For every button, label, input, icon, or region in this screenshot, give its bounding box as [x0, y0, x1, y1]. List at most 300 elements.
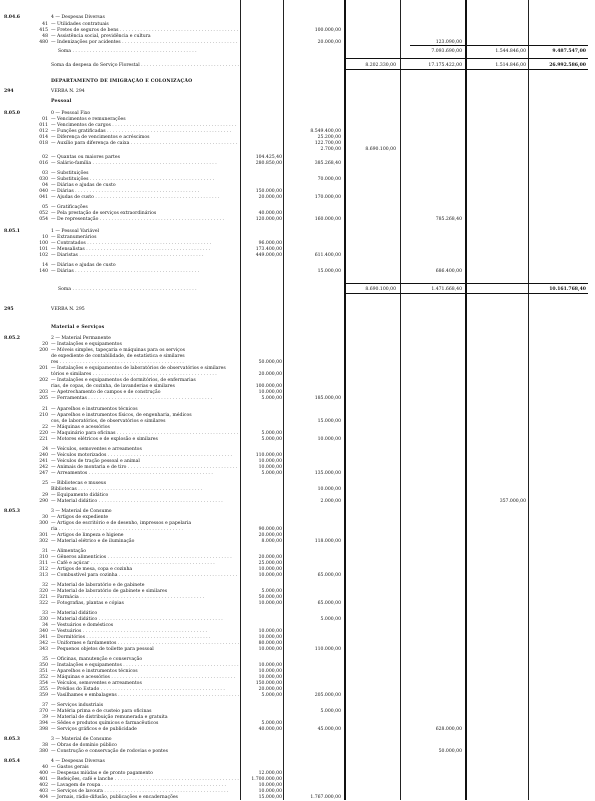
amount-col-1: 10.000,00: [258, 601, 282, 606]
ledger-row: [0, 160, 595, 167]
item-description: — Veículos motorizados . . .: [51, 452, 239, 459]
amount-col-1: 8.000,00: [261, 539, 282, 544]
amount-col-1: 10.000,00: [258, 789, 282, 794]
amount-col-1: 10.000,00: [258, 669, 282, 674]
item-description: — Mensalistas . . .: [51, 246, 239, 253]
amount-col-2: 160.000,00: [314, 217, 341, 222]
item-code: 41: [42, 22, 48, 27]
item-code: 342: [39, 641, 48, 646]
ledger-row: [0, 146, 595, 153]
amount-col-2: 110.000,00: [314, 647, 341, 652]
item-description: de expediente de contabilidade, de estatística e similares: [51, 354, 185, 359]
amount-col-2: 135.000,00: [314, 471, 341, 476]
item-description: rias, de copas, de cozinha, de lavanderias e similares: [51, 384, 175, 389]
amount-col-1: 20.000,00: [258, 555, 282, 560]
item-description: — Equipamento didático: [51, 493, 109, 498]
amount-col-1: 100.000,00: [255, 384, 282, 389]
item-description: — Despesas miúdas e de pronto pagamento: [51, 771, 153, 776]
amount-col-1: 10.000,00: [258, 663, 282, 668]
item-description: — De representação . . .: [51, 216, 239, 223]
item-code: 016: [39, 161, 48, 166]
amount-col-1: 104.425,40: [255, 155, 282, 160]
amount-col-1: 449.000,00: [255, 253, 282, 258]
item-description: — Fotografias, plantas e cópias: [51, 601, 124, 606]
item-code: 21: [42, 407, 48, 412]
item-description: — Indenizações por acidentes . . .: [51, 39, 239, 46]
ledger-row: [0, 98, 595, 105]
amount-col-2: 1.767.000,00: [310, 795, 341, 800]
amount-col-2: 8.549.400,00: [310, 129, 341, 134]
item-description: — Pela prestação de serviços extraordinários: [51, 211, 157, 216]
amount-col-1: 10.000,00: [258, 465, 282, 470]
amount-col-1: 10.000,00: [258, 573, 282, 578]
item-code: 220: [39, 431, 48, 436]
amount-col-2: 5.000,00: [320, 617, 341, 622]
item-description: — Material de laboratório e de gabinete: [51, 583, 145, 588]
section-number: 294: [4, 89, 14, 94]
item-code: 20: [42, 342, 48, 347]
amount-col-2: 65.000,00: [317, 573, 341, 578]
item-description: 3 — Material de Consumo: [51, 737, 112, 742]
item-description: — Diárias e ajudas de custo: [51, 263, 116, 268]
item-description: Soma . . .: [58, 286, 246, 293]
item-code: 404: [39, 795, 48, 800]
item-description: — Aparelhos e instrumentos físicos, de engenharia, médicos: [51, 413, 192, 418]
item-code: 400: [39, 771, 48, 776]
item-code: 052: [39, 211, 48, 216]
item-description: — Bibliotecas e museus: [51, 481, 107, 486]
item-description: — Ajudas de custo . . .: [51, 194, 239, 201]
amount-col-4: 686.400,00: [435, 269, 462, 274]
item-description: — Material didático . . .: [51, 616, 239, 623]
amount-col-1: 96.000,00: [258, 241, 282, 246]
ledger-row: [0, 572, 595, 579]
item-code: 311: [39, 561, 48, 566]
amount-col-1: 10.000,00: [258, 459, 282, 464]
item-code: 31: [42, 549, 48, 554]
item-description: — Serviços de lavoura . . .: [51, 788, 239, 795]
ledger-row: [0, 748, 595, 755]
item-description: — Farmácia . . .: [51, 594, 239, 601]
amount-col-2: 5.000,00: [320, 709, 341, 714]
item-description: — Serviços gráficos e de publicidade: [51, 727, 137, 732]
item-description: — Dormitórios . . .: [51, 634, 239, 641]
item-description: — Artigos de expediente: [51, 515, 109, 520]
item-code: 313: [39, 573, 48, 578]
item-description: — Máquinas e acessórios . . .: [51, 674, 239, 681]
item-code: 241: [39, 459, 48, 464]
item-description: — Serviços industriais: [51, 703, 104, 708]
item-description: — Material de distribuição remunerada e gratuita: [51, 715, 168, 720]
item-code: 14: [42, 263, 48, 268]
item-code: 310: [39, 555, 48, 560]
item-code: 210: [39, 413, 48, 418]
section-number: 8.05.3: [4, 509, 20, 514]
item-description: — Salário-família . . .: [51, 160, 239, 167]
item-description: Soma da despesa do Serviço Florestal . . .: [51, 62, 239, 69]
amount-col-2: 10.000,00: [317, 437, 341, 442]
item-description: — Motores elétricos e de explosão e similares: [51, 437, 158, 442]
item-description: — Máquinas e acessórios: [51, 425, 110, 430]
amount-col-1: 12.000,00: [258, 771, 282, 776]
item-description: — Vestuários . . .: [51, 628, 239, 635]
item-code: 343: [39, 647, 48, 652]
item-description: — Diaristas . . .: [51, 252, 239, 259]
amount-col-2: 15.000,00: [317, 419, 341, 424]
item-description: — Substituições: [51, 171, 89, 176]
item-description: — Funções gratificadas . . .: [51, 128, 239, 135]
item-description: — Instalações e equipamentos de laboratórios de observatórios e similares: [51, 366, 226, 371]
amount-col-1: 5.000,00: [261, 437, 282, 442]
amount-col-1: 20.000,00: [258, 533, 282, 538]
amount-col-6: 9.487.547,00: [552, 49, 586, 54]
item-description: cos, de laboratórios, de observatórios e similares: [51, 419, 166, 424]
item-code: 242: [39, 465, 48, 470]
item-description: — Aparelhos e instrumentos técnicos: [51, 669, 138, 674]
item-description: — Animais de montaria e de tiro . . .: [51, 464, 239, 471]
item-description: — Apetrechamento de campos e de construção: [51, 390, 161, 395]
item-code: 011: [39, 123, 48, 128]
amount-col-2: 25.200,00: [317, 135, 341, 140]
amount-col-1: 5.000,00: [261, 589, 282, 594]
amount-col-1: 90.000,00: [258, 527, 282, 532]
item-description: — Pequenos objetos de toilette para pessoal: [51, 647, 154, 652]
item-description: ria . . .: [51, 526, 239, 533]
item-code: 352: [39, 675, 48, 680]
ledger-row: [0, 88, 595, 95]
item-description: — Material didático . . .: [51, 498, 239, 505]
item-code: 012: [39, 129, 48, 134]
item-code: 415: [39, 28, 48, 33]
item-code: 202: [39, 378, 48, 383]
item-description: — Construção e conservação de rodovias e pontes: [51, 749, 168, 754]
item-code: 341: [39, 635, 48, 640]
amount-col-1: 20.000,00: [258, 687, 282, 692]
item-description: — Artigos de limpeza e higiene: [51, 533, 124, 538]
amount-col-4: 1.471.668,40: [431, 287, 462, 292]
ledger-row: [0, 268, 595, 275]
item-code: 240: [39, 453, 48, 458]
item-code: 041: [39, 195, 48, 200]
item-description: — Oficinas, manutenção e conservação: [51, 657, 143, 662]
item-description: — Diárias e ajudas de custo: [51, 183, 116, 188]
item-description: 4 — Despesas Diversas: [51, 15, 105, 20]
item-description: — Prédios do Estado . . .: [51, 686, 239, 693]
item-code: 205: [39, 396, 48, 401]
item-description: — Material elétrico e de iluminação: [51, 539, 135, 544]
item-description: VERBA N. 295: [51, 307, 85, 312]
item-description: 2 — Material Permanente: [51, 336, 111, 341]
item-code: 38: [42, 743, 48, 748]
amount-col-6: 10.161.768,40: [549, 287, 586, 292]
item-code: 040: [39, 189, 48, 194]
item-description: — Lavagem de roupa . . .: [51, 782, 239, 789]
item-code: 354: [39, 681, 48, 686]
item-description: — Ferramentas . . .: [51, 395, 239, 402]
amount-col-4: 17.175.422,00: [428, 63, 462, 68]
amount-col-1: 5.000,00: [261, 431, 282, 436]
ledger-row: [0, 324, 595, 331]
amount-col-1: 20.000,00: [258, 372, 282, 377]
amount-col-4: 7.093.690,00: [431, 49, 462, 54]
item-code: 101: [39, 247, 48, 252]
item-code: 403: [39, 789, 48, 794]
section-number: 295: [4, 307, 14, 312]
amount-col-5: 1.544.846,00: [495, 49, 526, 54]
item-code: 102: [39, 253, 48, 258]
item-description: — Auxílio para diferença de caixa . . .: [51, 140, 239, 147]
ledger-row: [0, 286, 595, 293]
amount-col-2: 2.000,00: [320, 499, 341, 504]
item-description: Material e Serviços: [51, 325, 105, 330]
item-description: — Assistência social, previdência e cultura: [51, 34, 151, 39]
sum-rule: [345, 283, 588, 284]
item-code: 01: [42, 117, 48, 122]
item-code: 247: [39, 471, 48, 476]
ledger-row: [0, 39, 595, 46]
item-code: 40: [42, 765, 48, 770]
item-description: — Material didático: [51, 611, 98, 616]
amount-col-1: 10.000,00: [258, 783, 282, 788]
sum-rule: [345, 58, 588, 59]
item-description: — Café e açúcar . . .: [51, 560, 239, 567]
item-code: 330: [39, 617, 48, 622]
item-description: — Jornais, rádio-difusão, publicações e encadernações: [51, 795, 178, 800]
amount-col-1: 10.000,00: [258, 647, 282, 652]
item-description: — Maquinário para oficinas . . .: [51, 430, 239, 437]
item-description: — Vestuários e domésticos: [51, 623, 114, 628]
ledger-row: [0, 470, 595, 477]
item-code: 22: [42, 425, 48, 430]
amount-col-1: 10.000,00: [258, 629, 282, 634]
item-description: — Fretes de seguros de bens . . .: [51, 27, 239, 34]
item-code: 04: [42, 183, 48, 188]
amount-col-1: 10.000,00: [258, 567, 282, 572]
amount-col-1: 150.000,00: [255, 681, 282, 686]
item-description: — Vasilhames e embalagens . . .: [51, 692, 239, 699]
amount-col-1: 40.000,00: [258, 727, 282, 732]
amount-col-2: 118.000,00: [314, 539, 341, 544]
sum-rule: [345, 69, 588, 70]
item-code: 054: [39, 217, 48, 222]
amount-col-5: 1.514.846,00: [495, 63, 526, 68]
item-code: 350: [39, 663, 48, 668]
amount-col-2: 385.268,40: [314, 161, 341, 166]
item-description: — Arreamentos . . .: [51, 470, 239, 477]
amount-col-2: 15.000,00: [317, 269, 341, 274]
item-code: 203: [39, 390, 48, 395]
amount-col-1: 10.000,00: [258, 390, 282, 395]
item-code: 322: [39, 601, 48, 606]
amount-col-1: 15.000,00: [258, 795, 282, 800]
item-description: — Móveis simples, tapeçaria e máquinas para os serviços: [51, 348, 185, 353]
amount-col-1: 80.000,00: [258, 641, 282, 646]
item-code: 33: [42, 611, 48, 616]
amount-col-1: 173.400,00: [255, 247, 282, 252]
item-code: 30: [42, 515, 48, 520]
item-code: 201: [39, 366, 48, 371]
item-description: Pessoal: [51, 99, 72, 104]
item-code: 29: [42, 493, 48, 498]
item-description: — Diferença de vencimentos e acréscimos: [51, 135, 150, 140]
amount-col-6: 26.992.586,00: [549, 63, 586, 68]
amount-col-1: 280.850,00: [255, 161, 282, 166]
section-number: 8.04.6: [4, 15, 20, 20]
item-description: — Substituições . . .: [51, 176, 239, 183]
amount-col-3: 8.690.100,00: [365, 287, 396, 292]
item-description: Bibliotecas . . .: [51, 486, 239, 493]
amount-col-1: 150.000,00: [255, 189, 282, 194]
item-code: 32: [42, 583, 48, 588]
item-description: VERBA N. 294: [51, 89, 85, 94]
amount-col-2: 611.400,00: [314, 253, 341, 258]
amount-col-4: 50.000,00: [438, 749, 462, 754]
section-number: 8.05.3: [4, 737, 20, 742]
item-code: 301: [39, 533, 48, 538]
item-code: 480: [39, 40, 48, 45]
item-code: 312: [39, 567, 48, 572]
item-code: 03: [42, 171, 48, 176]
item-description: — Artigos de escritório e de desenho, impressos e papelaria: [51, 521, 192, 526]
ledger-row: [0, 216, 595, 223]
amount-col-2: 170.000,00: [314, 195, 341, 200]
amount-col-2: 70.000,00: [317, 177, 341, 182]
item-code: 340: [39, 629, 48, 634]
sum-rule: [345, 293, 588, 294]
item-code: 370: [39, 709, 48, 714]
amount-col-1: 25.000,00: [258, 561, 282, 566]
item-code: 320: [39, 589, 48, 594]
item-description: — Vencimentos de cargos . . .: [51, 122, 239, 129]
item-code: 05: [42, 205, 48, 210]
item-description: 3 — Material de Consumo: [51, 509, 112, 514]
item-description: — Vencimentos e remunerações: [51, 117, 126, 122]
amount-col-2: 45.000,00: [317, 727, 341, 732]
item-code: 10: [42, 235, 48, 240]
item-description: — Quantas ou maiores partes: [51, 155, 120, 160]
item-code: 140: [39, 269, 48, 274]
amount-col-1: 110.000,00: [255, 453, 282, 458]
amount-col-4: 628.000,00: [435, 727, 462, 732]
item-description: — Instalações e equipamentos: [51, 342, 122, 347]
item-description: — Veículos, semoventes e arreamentos: [51, 447, 142, 452]
ledger-row: [0, 538, 595, 545]
ledger-row: [0, 646, 595, 653]
item-code: 300: [39, 521, 48, 526]
item-code: 030: [39, 177, 48, 182]
item-code: 02: [42, 155, 48, 160]
item-description: — Sêdes e produtos químicos e farmacêuticos: [51, 721, 159, 726]
item-description: — Gratificações: [51, 205, 88, 210]
item-code: 355: [39, 687, 48, 692]
amount-col-1: 50.000,00: [258, 595, 282, 600]
amount-col-2: 122.700,00: [314, 141, 341, 146]
amount-col-1: 20.000,00: [258, 195, 282, 200]
item-description: — Artigos de mesa, copa e cozinha: [51, 567, 133, 572]
ledger-row: [0, 436, 595, 443]
item-code: 48: [42, 34, 48, 39]
item-code: 25: [42, 481, 48, 486]
item-description: tórios e similares . . .: [51, 371, 239, 378]
item-description: — Utilidades contratuais: [51, 22, 109, 27]
item-description: — Aparelhos e instrumentos técnicos: [51, 407, 138, 412]
item-description: — Extranumerários: [51, 235, 97, 240]
item-description: 4 — Despesas Diversas: [51, 759, 105, 764]
ledger-row: [0, 62, 595, 69]
item-code: 359: [39, 693, 48, 698]
item-code: 351: [39, 669, 48, 674]
ledger-row: [0, 48, 595, 55]
amount-col-4: 785.268,40: [435, 217, 462, 222]
item-description: — Diárias . . .: [51, 188, 239, 195]
item-code: 24: [42, 447, 48, 452]
item-code: 34: [42, 623, 48, 628]
section-number: 8.05.0: [4, 111, 20, 116]
amount-col-1: 50.000,00: [258, 360, 282, 365]
item-code: 321: [39, 595, 48, 600]
item-code: 380: [39, 749, 48, 754]
item-description: — Obras de domínio público: [51, 743, 117, 748]
item-description: 0 — Pessoal Fixo: [51, 111, 91, 116]
item-code: 100: [39, 241, 48, 246]
item-code: 290: [39, 499, 48, 504]
ledger-row: [0, 14, 595, 21]
amount-col-5: 357.000,00: [499, 499, 526, 504]
item-code: 398: [39, 727, 48, 732]
amount-col-3: 8.202.330,00: [365, 63, 396, 68]
amount-col-2: 205.000,00: [314, 693, 341, 698]
item-description: — Uniformes e fardamentos . . .: [51, 640, 239, 647]
item-description: — Contratados . . .: [51, 240, 239, 247]
amount-col-1: 5.000,00: [261, 471, 282, 476]
item-description: DEPARTAMENTO DE IMIGRAÇÃO E COLONIZAÇÃO: [51, 79, 193, 84]
ledger-row: [0, 600, 595, 607]
item-code: 302: [39, 539, 48, 544]
item-code: 35: [42, 657, 48, 662]
item-description: — Instalações e equipamentos . . .: [51, 662, 239, 669]
section-number: 8.05.4: [4, 759, 20, 764]
amount-col-2: 185.000,00: [314, 396, 341, 401]
item-description: — Matéria prima e de custeio para oficinas: [51, 709, 152, 714]
amount-col-1: 40.000,00: [258, 211, 282, 216]
item-code: 200: [39, 348, 48, 353]
amount-col-2: 65.000,00: [317, 601, 341, 606]
item-code: 37: [42, 703, 48, 708]
item-description: — Veículos de tração pessoal e animal: [51, 459, 140, 464]
amount-col-1: 10.000,00: [258, 635, 282, 640]
amount-col-1: 120.000,00: [255, 217, 282, 222]
section-number: 8.05.2: [4, 336, 20, 341]
item-description: — Refeições, café e lanche . . .: [51, 776, 239, 783]
amount-col-2: 10.000,00: [317, 487, 341, 492]
amount-col-4: 123.090,00: [435, 40, 462, 45]
item-code: 394: [39, 721, 48, 726]
item-description: 1 — Pessoal Variável: [51, 229, 100, 234]
amount-col-1: 10.000,00: [258, 675, 282, 680]
amount-col-3: 8.690.100,00: [365, 147, 396, 152]
item-description: — Veículos, semoventes e arreamentos: [51, 681, 142, 686]
ledger-row: [0, 692, 595, 699]
amount-col-2: 20.000,00: [317, 40, 341, 45]
amount-col-1: 1.700.000,00: [251, 777, 282, 782]
ledger-row: [0, 395, 595, 402]
item-description: res . . .: [51, 359, 239, 366]
item-code: 014: [39, 135, 48, 140]
amount-col-2: 100.000,00: [314, 28, 341, 33]
item-code: 39: [42, 715, 48, 720]
ledger-row: [0, 498, 595, 505]
item-description: — Gêneros alimentícios . . .: [51, 554, 239, 561]
